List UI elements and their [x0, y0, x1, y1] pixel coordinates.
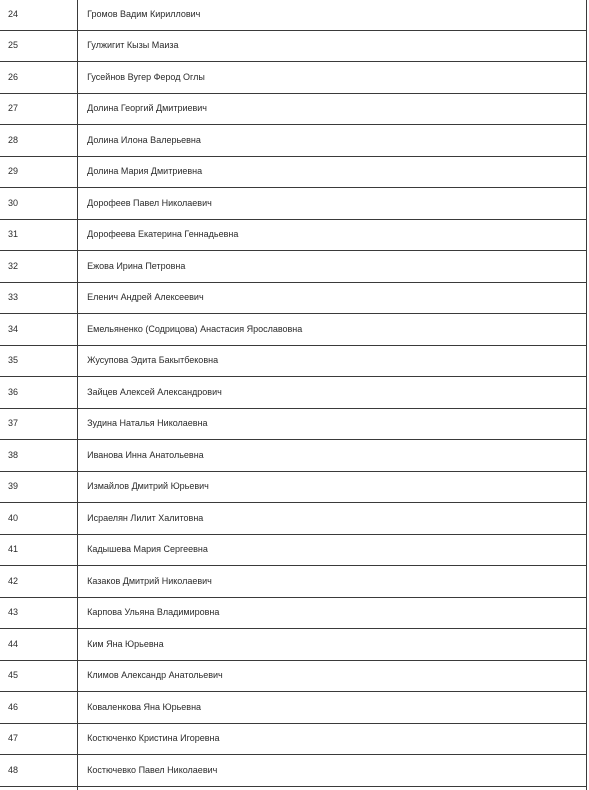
table-row: [0, 156, 587, 188]
table-row: [0, 251, 587, 283]
person-name: Зайцев Алексей Александрович: [78, 377, 587, 409]
table-row: [0, 471, 587, 503]
row-number: 46: [0, 692, 78, 724]
person-name: Зудина Наталья Николаевна: [78, 408, 587, 440]
table-row: [0, 723, 587, 755]
row-number: 48: [0, 755, 78, 787]
table-row: [0, 755, 587, 787]
person-name: Исраелян Лилит Халитовна: [78, 503, 587, 535]
person-name: Жусупова Эдита Бакытбековна: [78, 345, 587, 377]
person-name: [78, 786, 587, 790]
person-name: Ежова Ирина Петровна: [78, 251, 587, 283]
row-number: 33: [0, 282, 78, 314]
table-row: [0, 345, 587, 377]
row-number: 36: [0, 377, 78, 409]
table-row: [0, 629, 587, 661]
row-number: 47: [0, 723, 78, 755]
table-row: [0, 0, 587, 30]
row-number: 28: [0, 125, 78, 157]
person-name: Гусейнов Вугер Феpод Оглы: [78, 62, 587, 94]
row-number: 44: [0, 629, 78, 661]
row-number: 32: [0, 251, 78, 283]
row-number: 35: [0, 345, 78, 377]
table-row: [0, 188, 587, 220]
table-row: [0, 93, 587, 125]
row-number: 29: [0, 156, 78, 188]
row-number: 40: [0, 503, 78, 535]
table-row: [0, 503, 587, 535]
table-row: [0, 566, 587, 598]
row-number: 30: [0, 188, 78, 220]
table-row: [0, 692, 587, 724]
person-name: Дорофеева Екатерина Геннадьевна: [78, 219, 587, 251]
table-row: [0, 62, 587, 94]
table-row: [0, 219, 587, 251]
person-name: Долина Мария Дмитриевна: [78, 156, 587, 188]
row-number: 43: [0, 597, 78, 629]
row-number: [0, 786, 78, 790]
person-name: Громов Вадим Кириллович: [78, 0, 587, 30]
row-number: 38: [0, 440, 78, 472]
person-name: Ким Яна Юрьевна: [78, 629, 587, 661]
person-name: Иванова Инна Анатольевна: [78, 440, 587, 472]
row-number: 41: [0, 534, 78, 566]
person-name: Емельяненко (Содрицова) Анастасия Ярославовна: [78, 314, 587, 346]
table-row: [0, 408, 587, 440]
table-row: [0, 377, 587, 409]
person-name: Карпова Ульяна Владимировна: [78, 597, 587, 629]
person-name: Еленич Андрей Алексеевич: [78, 282, 587, 314]
row-number: 39: [0, 471, 78, 503]
person-name: Костючевко Павел Николаевич: [78, 755, 587, 787]
person-name: Кадышева Мария Сергеевна: [78, 534, 587, 566]
row-number: 45: [0, 660, 78, 692]
person-name: Казаков Дмитрий Николаевич: [78, 566, 587, 598]
table-row: [0, 30, 587, 62]
person-name: Климов Александр Анатольевич: [78, 660, 587, 692]
table-row: [0, 597, 587, 629]
person-name: Гулжигит Кызы Маиза: [78, 30, 587, 62]
table-row: [0, 440, 587, 472]
row-number: 31: [0, 219, 78, 251]
row-number: 24: [0, 0, 78, 30]
table-row: [0, 282, 587, 314]
person-name: Долина Георгий Дмитриевич: [78, 93, 587, 125]
table-row: [0, 786, 587, 790]
table-row: [0, 534, 587, 566]
person-name: Измайлов Дмитрий Юрьевич: [78, 471, 587, 503]
row-number: 37: [0, 408, 78, 440]
table-row: [0, 660, 587, 692]
person-name: Долина Илона Валерьевна: [78, 125, 587, 157]
table-row: [0, 125, 587, 157]
person-name: Коваленкова Яна Юрьевна: [78, 692, 587, 724]
row-number: 34: [0, 314, 78, 346]
row-number: 27: [0, 93, 78, 125]
row-number: 25: [0, 30, 78, 62]
person-name: Костюченко Кристина Игоревна: [78, 723, 587, 755]
table-row: [0, 314, 587, 346]
row-number: 42: [0, 566, 78, 598]
person-name: Дорофеев Павел Николаевич: [78, 188, 587, 220]
row-number: 26: [0, 62, 78, 94]
